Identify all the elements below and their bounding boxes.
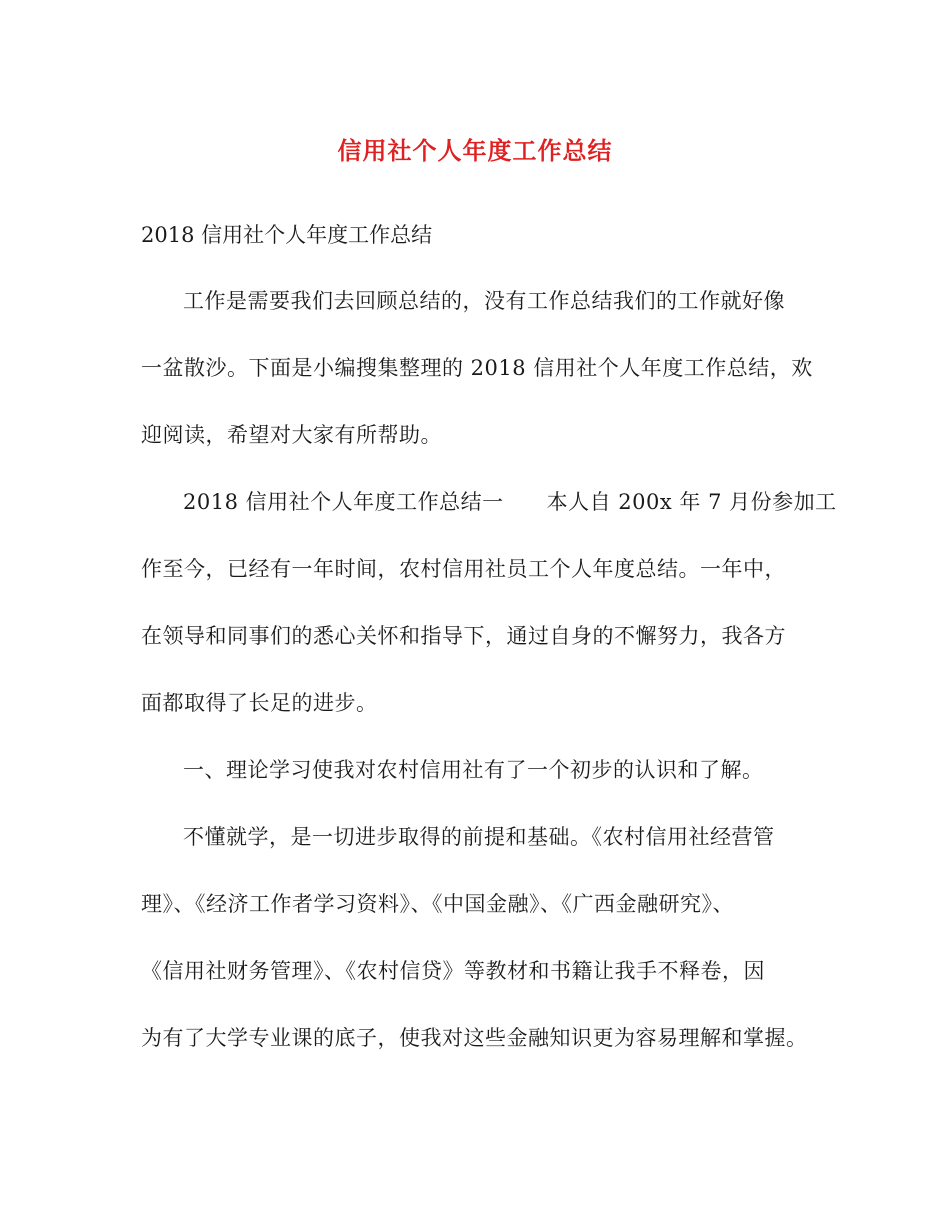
paragraph-line: 工作是需要我们去回顾总结的，没有工作总结我们的工作就好像 [183, 289, 785, 313]
document-subtitle: 2018 信用社个人年度工作总结 [141, 223, 433, 247]
paragraph-line: 在领导和同事们的悉心关怀和指导下，通过自身的不懈努力，我各方 [141, 624, 786, 648]
paragraph-line: 面都取得了长足的进步。 [141, 691, 378, 715]
paragraph-line: 理》、《经济工作者学习资料》、《中国金融》、《广西金融研究》、 [141, 892, 734, 916]
paragraph-line: 迎阅读，希望对大家有所帮助。 [141, 423, 442, 447]
paragraph-line: 为有了大学专业课的底子，使我对这些金融知识更为容易理解和掌握。 [141, 1026, 808, 1050]
paragraph-line: 《信用社财务管理》、《农村信贷》等教材和书籍让我手不释卷，因 [141, 959, 765, 983]
paragraph-line: 2018 信用社个人年度工作总结一 本人自 200x 年 7 月份参加工 [183, 490, 837, 514]
section-heading: 一、理论学习使我对农村信用社有了一个初步的认识和了解。 [183, 758, 764, 782]
paragraph-line: 不懂就学，是一切进步取得的前提和基础。《农村信用社经营管 [183, 825, 775, 849]
paragraph-line: 作至今，已经有一年时间，农村信用社员工个人年度总结。一年中， [141, 557, 786, 581]
paragraph-line: 一盆散沙。下面是小编搜集整理的 2018 信用社个人年度工作总结，欢 [141, 356, 813, 380]
document-title: 信用社个人年度工作总结 [337, 136, 613, 165]
